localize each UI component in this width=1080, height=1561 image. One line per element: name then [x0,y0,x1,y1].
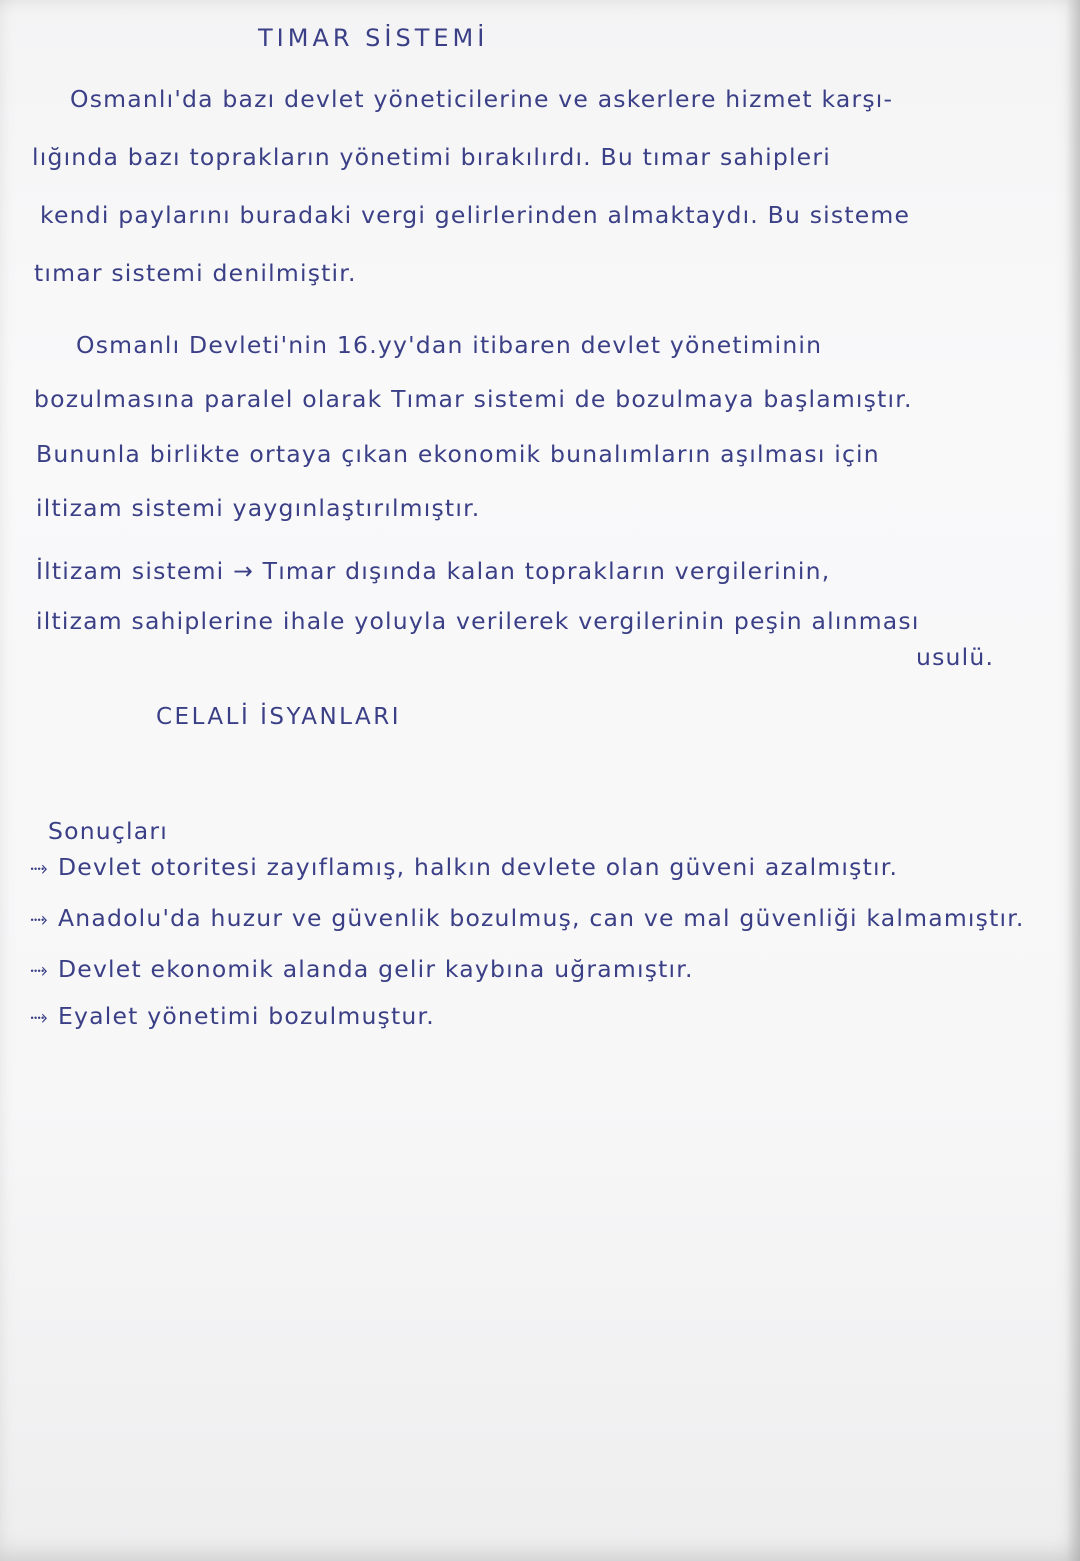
section-title-timar: TIMAR SİSTEMİ [258,24,489,52]
result-text: Eyalet yönetimi bozulmuştur. [58,1002,435,1030]
results-subtitle: Sonuçları [48,817,168,845]
paragraph-line: kendi paylarını buradaki vergi gelirlerinden almaktaydı. Bu sisteme [40,201,911,229]
paragraph-line: iltizam sistemi yaygınlaştırılmıştır. [36,494,481,522]
paragraph-line: Bununla birlikte ortaya çıkan ekonomik bunalımların aşılması için [36,440,880,468]
paragraph-line: Osmanlı'da bazı devlet yöneticilerine ve askerlere hizmet karşı- [70,85,894,113]
result-text: Devlet ekonomik alanda gelir kaybına uğramıştır. [58,955,694,983]
bullet-arrow-icon: ⤑ [30,907,49,932]
result-text: Devlet otoritesi zayıflamış, halkın devlete olan güveni azalmıştır. [58,853,899,881]
result-item [30,853,899,881]
definition-line: iltizam sahiplerine ihale yoluyla verilerek vergilerinin peşin alınması [36,607,920,635]
result-item [30,904,1025,932]
paragraph-line: lığında bazı toprakların yönetimi bırakılırdı. Bu tımar sahipleri [32,143,831,171]
bullet-arrow-icon: ⤑ [30,856,49,881]
result-text: Anadolu'da huzur ve güvenlik bozulmuş, can ve mal güvenliği kalmamıştır. [58,904,1025,932]
definition-line: usulü. [916,643,995,671]
paragraph-line: tımar sistemi denilmiştir. [34,259,357,287]
definition-line: İltizam sistemi → Tımar dışında kalan toprakların vergilerinin, [36,557,831,585]
result-item [30,1002,435,1030]
paragraph-line: Osmanlı Devleti'nin 16.yy'dan itibaren devlet yönetiminin [76,331,823,359]
bullet-arrow-icon: ⤑ [30,1005,49,1030]
bullet-arrow-icon: ⤑ [30,958,49,983]
section-title-celali: CELALİ İSYANLARI [156,704,402,730]
paragraph-line: bozulmasına paralel olarak Tımar sistemi de bozulmaya başlamıştır. [34,385,913,413]
result-item [30,955,694,983]
